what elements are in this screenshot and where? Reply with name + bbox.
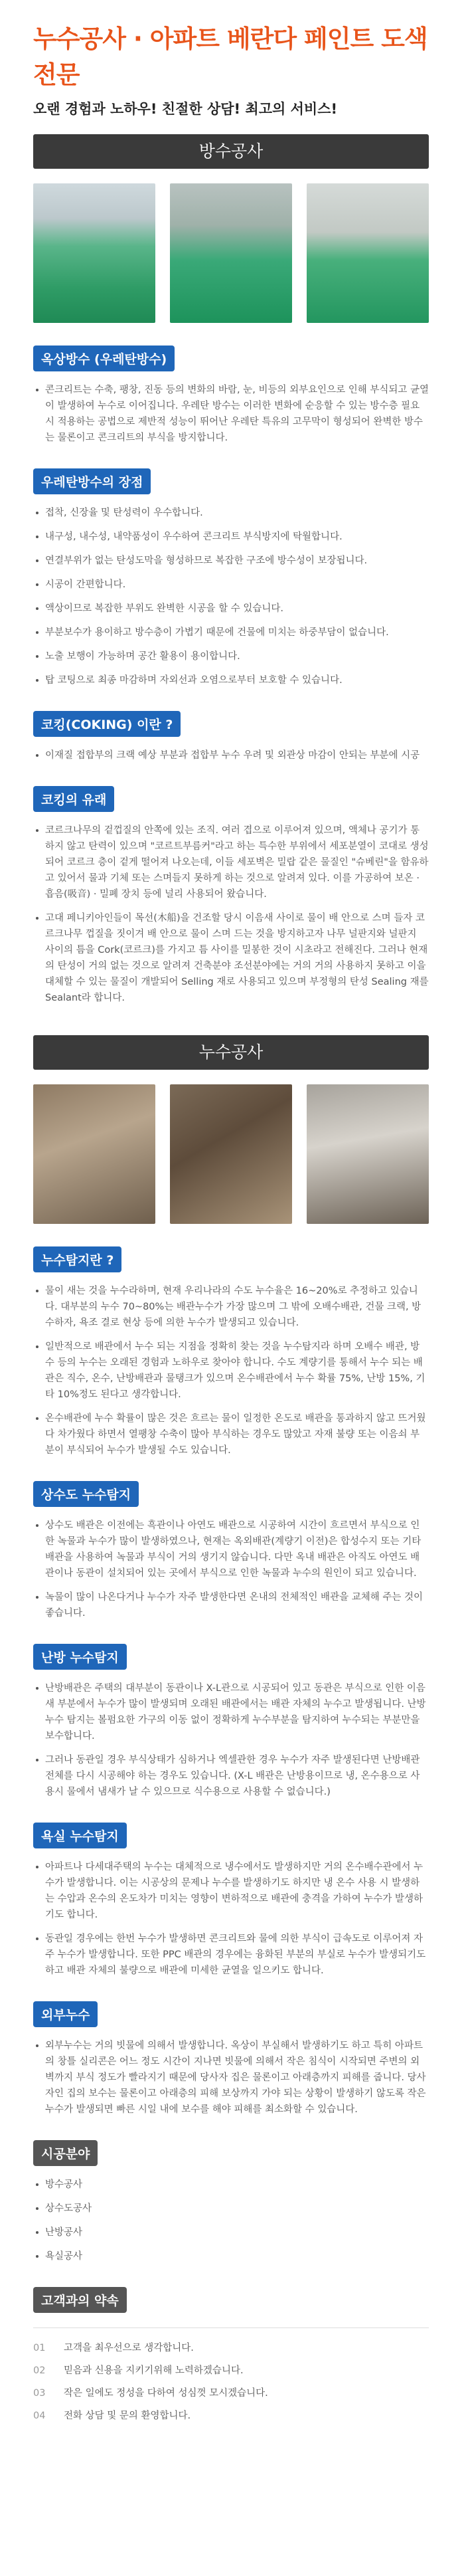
list-item: 코르크나무의 겉껍질의 안쪽에 있는 조직. 여러 겹으로 이루어져 있으며, 액체나 공기가 통하지 않고 탄력이 있으며 "코르트부름커"라고 하는 특수한 부위에서 세포분열이 코대로 생성되어 코르크 층이 겉게 떨어져 나오는데, 이들 세포벽은 밀랍 같은 물질인 "슈베린"을 함유하고 있어서 물과 기체 또는 스며들지 못하게 하는 것으로 알려져 있다. 이를 가공하여 보온 · 흡음(吸音) · 밀폐 장치 등에 널리 사용되어 왔습니다. [33,823,429,902]
list-item: 상수도 배관은 이전에는 흑관이나 아연도 배관으로 시공하여 시간이 흐르면서 부식으로 인한 녹물과 누수가 많이 발생하였으나, 현재는 옥외배관(계량기 이전)은 합성수지 또는 기타배관을 사용하여 녹물과 부식이 거의 생기지 않습니다. 다만 옥내 배관은 아직도 아연도 배관이나 동관이 설치되어 있는 곳에서 부식으로 인한 녹물과 누수의 원인이 되고 있습니다. [33,1518,429,1581]
section-banner-leak: 누수공사 [33,1035,429,1070]
photo-green-floor-1 [33,183,155,323]
content-block [33,346,429,446]
bullet-list [33,505,429,688]
section-tag: 누수탐지란 ? [33,1246,121,1272]
list-item: 일반적으로 배관에서 누수 되는 지점을 정확히 찾는 것을 누수탐지라 하며 오배수 배관, 방수 등의 누수는 오래된 경험과 노하우로 찾아야 합니다. 수도 계량기를 통해서 누수 되는 배관은 직수, 온수, 난방배관과 물탱크가 있으며 온수배관에서 누수 확률 75%, 난방 15%, 기타 10%정도 된다고 생각합니다. [33,1339,429,1403]
bullet-list [33,2177,429,2264]
bullet-list [33,1859,429,1979]
list-item: 그러나 동관일 경우 부식상태가 심하거나 엑셀관한 경우 누수가 자주 발생된다면 난방배관 전체를 다시 시공해야 하는 경우도 있습니다. (X-L 배관은 난방용이므로 냉, 온수용으로 사용시 물에서 냄새가 날 수 있으므로 식수용으로 사용할 수 없습니다.) [33,1752,429,1800]
content-block [33,2001,429,2118]
bullet-list [33,2038,429,2118]
promise-number: 02 [33,2365,46,2376]
list-item: 욕실공사 [33,2248,429,2264]
list-item: 노출 보행이 가능하며 공간 활용이 용이합니다. [33,648,429,664]
bullet-list [33,1680,429,1800]
promise-text: 작은 일에도 정성을 다하여 성심껏 모시겠습니다. [64,2388,268,2399]
promise-number: 01 [33,2343,46,2353]
photo-pipe-dig-3 [307,1084,429,1224]
list-item: 방수공사 [33,2177,429,2193]
list-item: 부분보수가 용이하고 방수층이 가볍기 때문에 건물에 미치는 하중부담이 없습니다. [33,625,429,641]
promise-text: 전화 상담 및 문의 환영합니다. [64,2411,191,2421]
section-tag: 코킹의 유래 [33,786,114,812]
bullet-list [33,1518,429,1621]
photo-green-floor-3 [307,183,429,323]
content-block [33,1823,429,1979]
section-tag: 상수도 누수탐지 [33,1481,139,1507]
list-item: 상수도공사 [33,2201,429,2217]
section-tag: 우레탄방수의 장점 [33,468,151,494]
photo-row-waterproofing [33,183,429,323]
list-item: 탑 코팅으로 최종 마감하며 자외선과 오염으로부터 보호할 수 있습니다. [33,672,429,688]
list-item: 내구성, 내수성, 내약품성이 우수하여 콘크리트 부식방지에 탁월합니다. [33,529,429,545]
photo-row-leak [33,1084,429,1224]
promise-item [33,2385,429,2401]
section-tag: 시공분야 [33,2140,98,2166]
list-item: 외부누수는 거의 빗물에 의해서 발생합니다. 옥상이 부실해서 발생하기도 하고 특히 아파트의 창틀 실리콘은 어느 정도 시간이 지나면 빗물에 의해서 작은 침식이 시작되면 주변의 외벽까지 부식 정도가 빨라지기 때문에 당사자 집은 물론이고 아래층까지 피해를 줍니다. 당사자인 집의 보수는 물론이고 아래층의 피해 보상까지 가야 되는 상황이 발생하기 않도록 작은 누수가 발생되면 빠른 시일 내에 보수를 해야 피해를 최소화할 수 있습니다. [33,2038,429,2118]
content-block [33,2140,429,2264]
content-block [33,468,429,688]
content-block [33,1481,429,1621]
list-item: 아파트나 다세대주택의 누수는 대체적으로 냉수에서도 발생하지만 거의 온수배수관에서 누수가 발생합니다. 이는 시공상의 문제나 누수를 발생하기도 하지만 냉 온수 사용 시 발생하는 수압과 온수의 온도차가 미치는 영향이 변하적으로 배관에 충격을 가하여 누수가 발생하기도 합니다. [33,1859,429,1923]
photo-pipe-dig-2 [170,1084,292,1224]
promise-number: 03 [33,2388,46,2399]
list-item: 동관일 경우에는 한번 누수가 발생하면 콘크리트와 물에 의한 부식이 급속도로 이루어져 자주 누수가 발생합니다. 또한 PPC 배관의 경우에는 융화된 부분의 부실로 누수가 발생되기도 하고 배관 자체의 불량으로 배관에 미세한 균열을 일으키도 합니다. [33,1931,429,1979]
section-tag: 옥상방수 (우레탄방수) [33,346,175,371]
list-item: 콘크리트는 수축, 팽창, 진동 등의 변화의 바람, 눈, 비등의 외부요인으로 인해 부식되고 균열이 발생하여 누수로 이어집니다. 우레탄 방수는 이러한 변화에 순응할 수 있는 방수층 필요시 적용하는 공법으로 제반적 성능이 뛰어난 우레탄 특유의 고무막이 형성되어 완벽한 방수는 물론이고 콘크리트의 부식을 방지합니다. [33,382,429,446]
section2-blocks [33,1246,429,2264]
bullet-list [33,823,429,1006]
photo-pipe-dig-1 [33,1084,155,1224]
section1-blocks [33,346,429,1006]
promise-text: 고객을 최우선으로 생각합니다. [64,2343,194,2353]
content-block [33,1644,429,1800]
content-block [33,711,429,763]
content-block [33,1246,429,1458]
promise-item [33,2340,429,2356]
section-tag: 욕실 누수탐지 [33,1823,127,1848]
content-block [33,786,429,1006]
section-tag: 외부누수 [33,2001,98,2027]
list-item: 온수배관에 누수 확률이 많은 것은 흐르는 물이 일정한 온도로 배관을 통과하지 않고 뜨거웠다 차가웠다 하면서 열팽창 수축이 많아 부식하는 경우도 많았고 자재 불량 또는 이음쇠 부분이 부식되어 누수가 발생될 수도 있습니다. [33,1411,429,1458]
list-item: 난방배관은 주택의 대부분이 동관이나 X-L관으로 시공되어 있고 동관은 부식으로 인한 이음새 부분에서 누수가 많이 발생되며 오래된 배관에서는 배관 자체의 누수고 발생됩니다. 난방누수 탐지는 볼펌요한 가구의 이동 없이 정확하게 누수부분을 탐지하여 누수되는 부분만을 보수합니다. [33,1680,429,1744]
section-tag: 난방 누수탐지 [33,1644,127,1670]
promise-number: 04 [33,2411,46,2421]
list-item: 녹물이 많이 나온다거나 누수가 자주 발생한다면 온내의 전체적인 배관을 교체해 주는 것이 좋습니다. [33,1589,429,1621]
list-item: 난방공사 [33,2225,429,2240]
promise-text: 믿음과 신용을 지키기위해 노력하겠습니다. [64,2365,244,2376]
bullet-list [33,747,429,763]
promise-tag: 고객과의 약속 [33,2287,127,2313]
list-item: 물이 새는 것을 누수라하며, 현재 우리나라의 수도 누수율은 16~20%로 추정하고 있습니다. 대부분의 누수 70~80%는 배관누수가 가장 많으며 그 밖에 오배수배관, 건물 크랙, 방수하자, 욕조 결로 현상 등에 의한 누수가 발생되고 있습니다. [33,1283,429,1331]
promise-list [33,2340,429,2424]
section-tag: 코킹(COKING) 이란 ? [33,711,181,737]
list-item: 이재질 접합부의 크랙 예상 부분과 접합부 누수 우려 및 외관상 마감이 안되는 부분에 시공 [33,747,429,763]
promise-item [33,2408,429,2424]
list-item: 고대 페니키아인들이 목선(木船)을 건조할 당시 이음새 사이로 물이 배 안으로 스며 들자 코르크나무 껍질을 짓이겨 배 안으로 물이 스며 드는 것을 방지하고자 나무 널판지와 널판지 사이의 틈을 Cork(코르크)를 가지고 틈 사이를 밀봉한 것이 시초라고 전해진다. 그러나 현재의 탄성이 거의 없는 것으로 알려져 건축분야 조선분야에는 거의 거의 사용하지 못하고 이을 대체할 수 있는 물질이 개발되어 Selling 재로 사용되고 있으며 부정형의 탄성 Sealing 재를 Sealant라 합니다. [33,910,429,1006]
promise-block [33,2287,429,2424]
list-item: 시공이 간편합니다. [33,577,429,593]
list-item: 연결부위가 없는 탄성도막을 형성하므로 복잡한 구조에 방수성이 보장됩니다. [33,553,429,569]
bullet-list [33,1283,429,1458]
list-item: 접착, 신장율 및 탄성력이 우수합니다. [33,505,429,521]
page-subtitle: 오랜 경험과 노하우! 친절한 상담! 최고의 서비스! [33,101,338,117]
promise-item [33,2363,429,2379]
photo-green-floor-2 [170,183,292,323]
bullet-list [33,382,429,446]
section-banner-waterproofing: 방수공사 [33,134,429,169]
page-title: 누수공사 · 아파트 베란다 페인트 도색전문 [33,25,427,89]
list-item: 액상이므로 복잡한 부위도 완벽한 시공을 할 수 있습니다. [33,601,429,617]
